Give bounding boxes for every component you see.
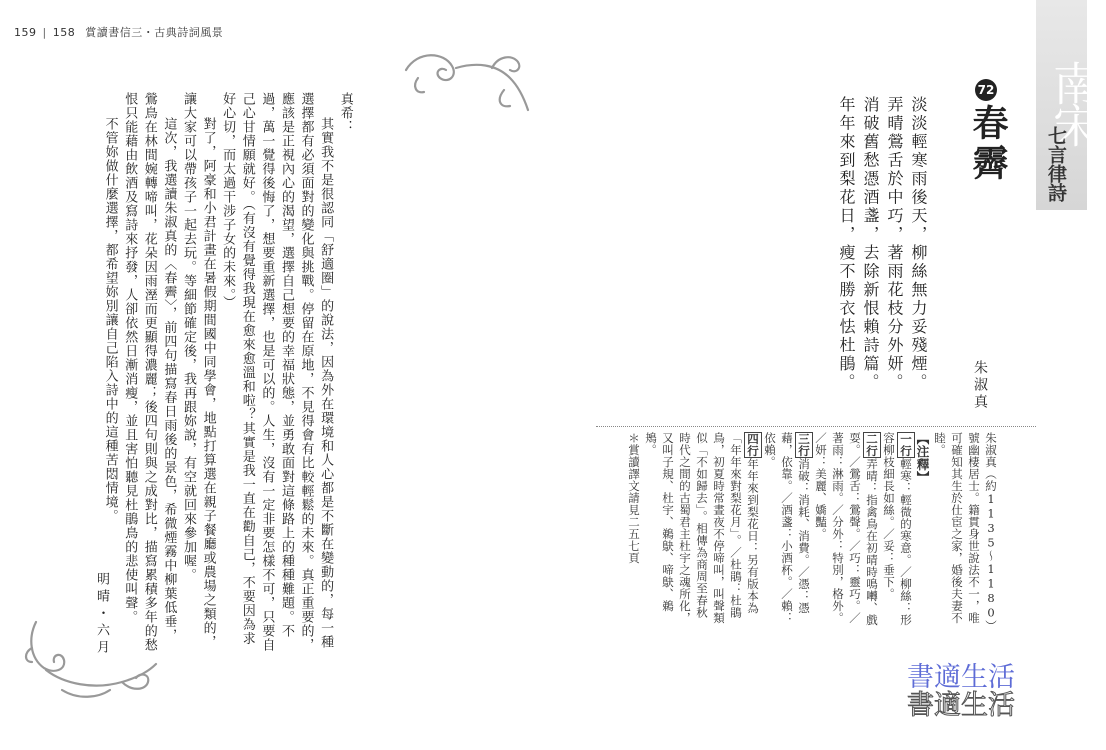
letter-body xyxy=(100,92,355,652)
note-row-label: 四行 xyxy=(746,433,760,457)
poem-line: 弄晴鶯舌於中巧，著雨花枝分外妍。 xyxy=(885,96,904,392)
poem-author: 朱淑真 xyxy=(972,360,988,411)
note-item xyxy=(880,432,914,628)
poem-title: 春霽 xyxy=(967,104,1009,184)
floral-ornament-icon xyxy=(400,44,535,114)
note-text: 消破：消耗、消費。／憑：憑藉，依靠。／酒盞：小酒杯。／賴：依賴。 xyxy=(763,432,811,624)
poem-line: 消破舊愁憑酒盞，去除新恨賴詩篇。 xyxy=(861,96,880,392)
book-title: 賞讀書信三・古典詩詞風景 xyxy=(85,26,224,39)
note-row-label: 一行 xyxy=(899,433,913,457)
dotted-divider xyxy=(596,426,1036,427)
note-item xyxy=(761,432,812,628)
notes-heading: 【注釋】 xyxy=(915,432,930,484)
translation-reference: ＊賞讀譯文請見二五七頁 xyxy=(627,432,641,564)
letter-paragraph: 對了，阿豪和小君計畫在暑假期間國中同學會，地點打算選在親子餐廳或農場之類的，讓大家可以帶孩子一起去玩。等細節確定後，我再跟妳說，有空就回來參加喔。 xyxy=(180,92,216,649)
watermark xyxy=(907,664,1015,720)
poem-line: 淡淡輕寒雨後天，柳絲無力妥殘煙。 xyxy=(909,96,928,392)
notes-heading-label: 注釋 xyxy=(915,445,930,471)
letter-greeting: 真希： xyxy=(337,92,353,134)
note-text: 輕寒：輕微的寒意。／柳絲：形容柳枝細長如絲。／妥：垂下。 xyxy=(882,432,913,626)
note-item xyxy=(812,432,880,628)
notes-section xyxy=(625,432,999,628)
note-row-label: 三行 xyxy=(797,433,811,457)
poem-number-badge: 72 xyxy=(975,79,997,101)
poem-text xyxy=(834,96,930,396)
note-row-label: 二行 xyxy=(865,433,879,457)
author-bio: 朱淑真（約1135～1180）號幽棲居士。籍貫身世說法不一，唯可確知其生於仕宦之家，婚後夫妻不睦。 xyxy=(933,432,998,627)
note-text: 弄晴：指禽鳥在初晴時鳴囀、戲耍。／鶯舌：鶯聲。／巧：靈巧。／著雨：淋雨。／分外：特別，格外。／妍：美麗、嬌豔。 xyxy=(814,432,879,626)
page-number-left: 159 xyxy=(14,26,37,39)
note-item xyxy=(642,432,761,628)
running-header: 159 | 158 賞讀書信三・古典詩詞風景 xyxy=(14,26,224,39)
page-number-right: 158 xyxy=(52,26,76,39)
letter-paragraph: 其實我不是很認同「舒適圈」的說法，因為外在環境和人心都是不斷在變動的，每一種選擇都有必須面對的變化與挑戰。停留在原地，不見得會有比較輕鬆的未來。真正重要的，應該是正視內心的渴望，選擇自己想要的幸福狀態，並勇敢面對這條路上的種種難題。不過，萬一覺得後悔了，想要重新選擇，也是可以的。人生，沒有一定非要怎樣不可，只要自己心甘情願就好。（有沒有覺得我現在愈來愈溫和啦？其實是我一直在勸自己，不要因為求好心切，而太過干涉子女的未來。） xyxy=(220,92,334,652)
letter-paragraph: 這次，我選讀朱淑真的〈春霽〉，前四句描寫春日雨後的景色，希微煙霧中柳葉低垂，鶯鳥在林間婉轉啼叫，花朵因雨溼而更顯得濃麗；後四句則與之成對比，描寫累積多年的愁恨只能藉由飲酒及寫詩來抒發，人卻依然日漸消瘦，並且害怕聽見杜鵑鳥的悲使叫聲。 xyxy=(122,92,177,652)
letter-signature: 明晴・六月 xyxy=(94,572,109,657)
watermark-line: 書適生活 xyxy=(907,662,1015,693)
letter-paragraph: 不管妳做什麼選擇，都希望妳別讓自己陷入詩中的這種苦悶情境。 xyxy=(102,116,118,523)
note-text: 年年來到梨花日：另有版本為「年年來對梨花月」。／杜鵑：杜鵑鳥，初夏時常晝夜不停啼叫，叫聲類似「不如歸去」。相傳為商周至春秋時代之間的古蜀君主杜宇之魂所化，又叫子規、杜宇、鵜鴃、啼鴃、鵜鴂。 xyxy=(644,432,760,624)
section-tab-glyph: 南宋 xyxy=(1046,60,1100,144)
watermark-line: 書適生活 xyxy=(907,690,1015,721)
poem-line: 年年來到梨花日，瘦不勝衣怯杜鵑。 xyxy=(837,96,856,392)
section-tab-label: 七言律詩 xyxy=(1045,126,1067,202)
